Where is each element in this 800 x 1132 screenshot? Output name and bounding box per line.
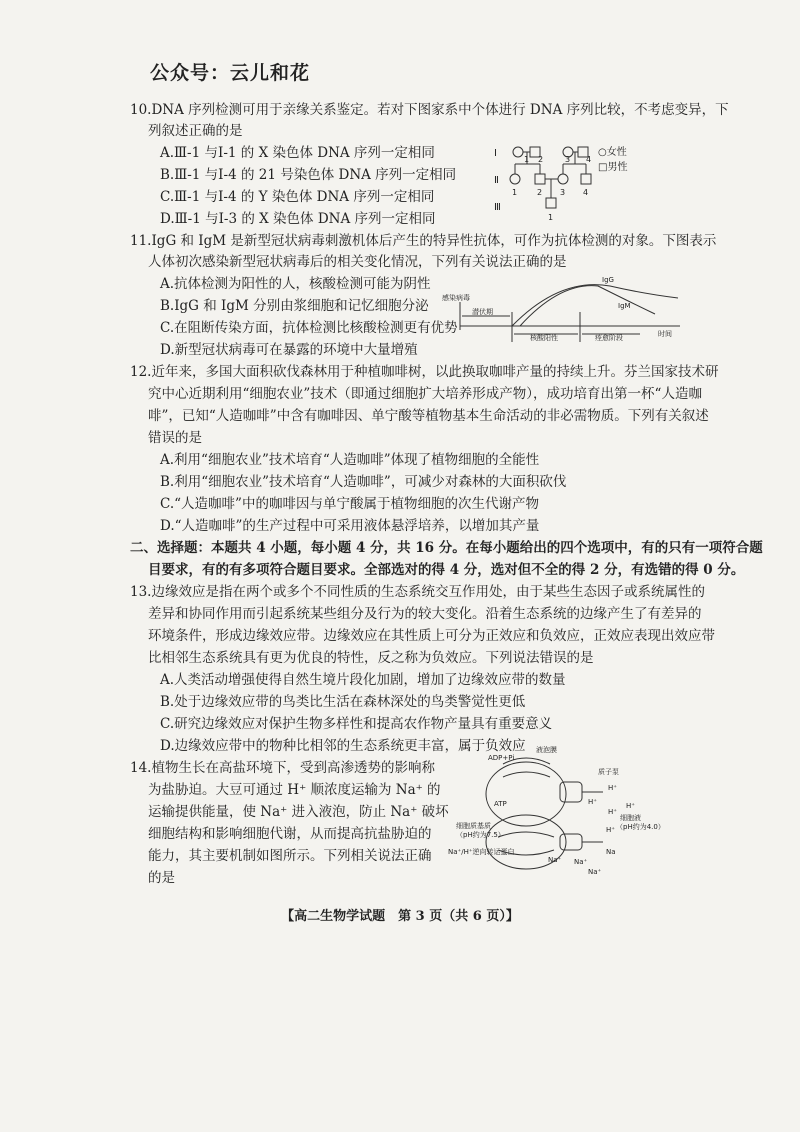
q10-option-b: B.Ⅲ-1 与Ⅰ-4 的 21 号染色体 DNA 序列一定相同: [160, 167, 457, 183]
q12-option-d: D.“人造咖啡”的生产过程中可采用液体悬浮培养，以增加其产量: [160, 518, 540, 534]
q11-option-d: D.新型冠状病毒可在暴露的环境中大量增殖: [160, 342, 418, 358]
section-2-line-2: 目要求，有的有多项符合题目要求。全部选对的得 4 分，选对但不全的得 2 分，有选错的得 0 分。: [148, 562, 745, 578]
q11-option-a: A.抗体检测为阳性的人，核酸检测可能为阴性: [160, 276, 431, 292]
q12-option-a: A.利用“细胞农业”技术培育“人造咖啡”体现了植物细胞的全能性: [160, 452, 540, 468]
legend-female: ○女性: [598, 147, 627, 158]
window-label: 核酸阳性: [530, 334, 558, 342]
salt-stress-diagram: [448, 742, 670, 880]
na-ion-2: Na⁺: [574, 858, 588, 866]
q14-line-1: 14.植物生长在高盐环境下，受到高渗透势的影响称: [130, 760, 435, 776]
gen-label-1: Ⅰ: [494, 148, 497, 159]
q13-stem-line-1: 13.边缘效应是指在两个或多个不同性质的生态系统交互作用处，由于某些生态因子或系统属性的: [130, 584, 705, 600]
page-footer: 【高二生物学试题 第 3 页（共 6 页）】: [281, 909, 519, 924]
q14-line-3: 运输提供能量，使 Na⁺ 进入液泡，防止 Na⁺ 破坏: [148, 804, 449, 820]
male-symbol: [535, 174, 545, 184]
gen1-num-2: 2: [538, 155, 544, 164]
q13-stem-line-4: 比相邻生态系统具有更为优良的特性，反之称为负效应。下列说法错误的是: [148, 650, 594, 666]
h-ion-5: H⁺: [606, 826, 615, 834]
q10-option-d: D.Ⅲ-1 与Ⅰ-3 的 X 染色体 DNA 序列一定相同: [160, 211, 436, 227]
q11-option-c: C.在阻断传染方面，抗体检测比核酸检测更有优势: [160, 320, 458, 336]
q14-line-5: 能力，其主要机制如图所示。下列相关说法正确: [148, 848, 432, 864]
igg-label: IgG: [602, 276, 614, 284]
q13-option-b: B.处于边缘效应带的鸟类比生活在森林深处的鸟类警觉性更低: [160, 694, 526, 710]
adp-label: ADP+Pi: [488, 754, 515, 762]
gen1-num-4: 4: [586, 155, 592, 164]
male-symbol: [546, 198, 556, 208]
vacuole-membrane-label: 液泡膜: [536, 746, 557, 754]
h-ion-3: H⁺: [608, 808, 617, 816]
female-symbol: [510, 174, 520, 184]
h-ion-2: H⁺: [588, 798, 597, 806]
cytosol-label: 细胞质基质: [456, 822, 491, 830]
q12-stem-line-3: 啡”，已知“人造咖啡”中含有咖啡因、单宁酸等植物基本生命活动的非必需物质。下列有关叙述: [148, 408, 709, 424]
latent-label: 潜伏期: [472, 308, 493, 316]
pedigree-diagram: [490, 140, 660, 225]
q10-stem-line-2: 列叙述正确的是: [148, 123, 243, 139]
pump-label: 质子泵: [598, 768, 619, 776]
cell-fluid-label: 细胞液: [620, 814, 641, 822]
q11-stem-line-1: 11.IgG 和 IgM 是新型冠状病毒刺激机体后产生的特异性抗体，可作为抗体检测的对象。下图表示: [130, 233, 717, 249]
antiporter: [560, 834, 582, 850]
gen1-num-1: 1: [524, 155, 530, 164]
na-ion-4: Na⁺: [588, 868, 602, 876]
female-symbol: [558, 174, 568, 184]
q13-option-d: D.边缘效应带中的物种比相邻的生态系统更丰富，属于负效应: [160, 738, 526, 754]
igg-curve: [512, 285, 678, 326]
q10-option-a: A.Ⅲ-1 与Ⅰ-1 的 X 染色体 DNA 序列一定相同: [160, 145, 435, 161]
gen-label-3: Ⅲ: [494, 202, 501, 213]
q13-option-a: A.人类活动增强使得自然生境片段化加剧，增加了边缘效应带的数量: [160, 672, 566, 688]
h-ion-4: H⁺: [626, 802, 635, 810]
gen3-num-1: 1: [548, 213, 554, 222]
cytosol-ph-label: （pH约为7.5）: [456, 831, 505, 839]
recover-label: 痊愈阶段: [595, 334, 623, 342]
page-header: 公众号：云儿和花: [150, 62, 311, 84]
igm-curve: [520, 286, 655, 326]
female-symbol: [513, 147, 523, 157]
q11-option-b: B.IgG 和 IgM 分别由浆细胞和记忆细胞分泌: [160, 298, 429, 314]
q13-stem-line-2: 差异和协同作用而引起系统某些组分及行为的较大变化。沿着生态系统的边缘产生了有差异的: [148, 606, 702, 622]
male-symbol: [581, 174, 591, 184]
q10-option-c: C.Ⅲ-1 与Ⅰ-4 的 Y 染色体 DNA 序列一定相同: [160, 189, 435, 205]
gen-label-2: Ⅱ: [494, 175, 499, 186]
antiporter-label: Na⁺/H⁺逆向转运蛋白: [448, 848, 515, 856]
igm-label: IgM: [618, 302, 631, 310]
q10-stem-line-1: 10.DNA 序列检测可用于亲缘关系鉴定。若对下图家系中个体进行 DNA 序列比较，不考虑变异，下: [130, 102, 729, 118]
gen2-num-4: 4: [583, 188, 589, 197]
proton-pump: [560, 782, 582, 802]
legend-male: □男性: [598, 162, 628, 173]
gen1-num-3: 3: [565, 155, 571, 164]
q12-stem-line-4: 错误的是: [148, 430, 202, 446]
na-ion-1: Na⁺: [548, 856, 562, 864]
atp-label: ATP: [494, 800, 507, 808]
na-ion-3: Na: [606, 848, 616, 856]
gen2-num-3: 3: [560, 188, 566, 197]
antibody-chart: [440, 272, 685, 347]
q11-stem-line-2: 人体初次感染新型冠状病毒后的相关变化情况，下列有关说法正确的是: [148, 254, 567, 270]
q12-option-c: C.“人造咖啡”中的咖啡因与单宁酸属于植物细胞的次生代谢产物: [160, 496, 539, 512]
gen2-num-2: 2: [537, 188, 543, 197]
q12-option-b: B.利用“细胞农业”技术培育“人造咖啡”，可减少对森林的大面积砍伐: [160, 474, 567, 490]
cell-fluid-ph-label: （pH约为4.0）: [616, 823, 665, 831]
q12-stem-line-1: 12.近年来，多国大面积砍伐森林用于种植咖啡树，以此换取咖啡产量的持续上升。芬兰国家技术研: [130, 364, 719, 380]
section-2-line-1: 二、选择题：本题共 4 小题，每小题 4 分，共 16 分。在每小题给出的四个选项中，有的只有一项符合题: [130, 540, 763, 556]
q14-line-6: 的是: [148, 870, 175, 886]
q12-stem-line-2: 究中心近期利用“细胞农业”技术（即通过细胞扩大培养形成产物），成功培育出第一杯“人造咖: [148, 386, 702, 402]
gen2-num-1: 1: [512, 188, 518, 197]
h-ion-1: H⁺: [608, 784, 617, 792]
q14-line-4: 细胞结构和影响细胞代谢，从而提高抗盐胁迫的: [148, 826, 432, 842]
q13-option-c: C.研究边缘效应对保护生物多样性和提高农作物产量具有重要意义: [160, 716, 553, 732]
infect-label: 感染病毒: [442, 294, 470, 302]
time-label: 时间: [658, 330, 672, 338]
q14-line-2: 为盐胁迫。大豆可通过 H⁺ 顺浓度运输为 Na⁺ 的: [148, 782, 441, 798]
q13-stem-line-3: 环境条件，形成边缘效应带。边缘效应在其性质上可分为正效应和负效应，正效应表现出效应带: [148, 628, 715, 644]
